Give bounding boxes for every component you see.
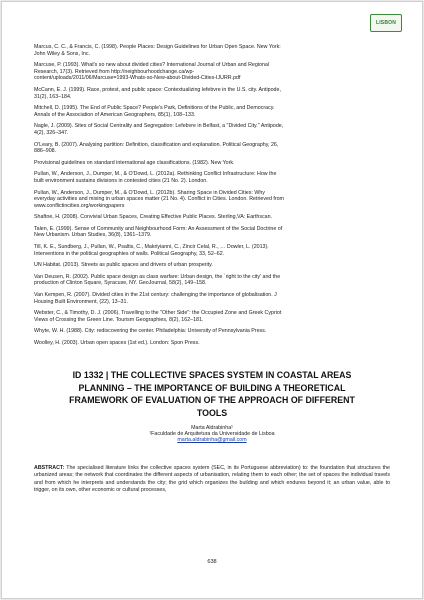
reference-list (34, 44, 390, 352)
reference-entry: Till, K. E., Sundberg, J., Pullan, W., Psaltis, C., Makriyianni, C., Zincir Celal, R., … Dowler, L. (2013). Interventions in the political geographies of walls. Political Geography, 33, 52–62. (34, 244, 269, 257)
reference-entry: Talen, E. (1999). Sense of Community and Neighbourhood Form: An Assessment of the Social Doctrine of New Urbanism. Urban Studies, 36(8), 1361–1379. (34, 225, 283, 239)
reference-entry: Marcuse, P. (1993). What's so new about divided cities? International Journal of Urban and Regional Research, 17(3). Retrieved from http://neighbourhoodchange.ca/wp- content/uploads/2011/06/Marcuse=1993-Whats-so-New-about-Divided-Cities-IJURR.pdf (34, 62, 269, 82)
reference-entry: Van Deusen, R. (2002). Public space design as class warfare: Urban design, the `right to the city' and the production of Clinton Square, Syracuse, NY. GeoJournal, 58(2), 149–158. (34, 273, 281, 287)
logo-text: LISBON (375, 20, 397, 26)
reference-entry: Webster, C., & Timothy, D. J. (2006). Travelling to the "Other Side": the Occupied Zone and Greek Cypriot Views of Crossing the Green Line. Tourism Geographies, 8(2), 162–181. (34, 310, 282, 323)
abstract-text: The specialised literature links the collective spaces system (SEC, in its Portuguese abbreviation) to: the foundation that structures the urbanized areas; the network that coordinates the different aspects of urbanisation, relating them to each other; the set of spaces the individual travels and from which he interprets and understands the city; the grid which organizes the building and which endures beyond it; an urban value, able to trigger, on its own, other economic or cultural processes, (34, 465, 390, 494)
paper-title: ID 1332 | THE COLLECTIVE SPACES SYSTEM IN COASTAL AREAS PLANNING – THE IMPORTANCE OF BUILDING A THEORETICAL FRAMEWORK OF EVALUATION OF THE APPROACH OF DIFFERENT TOOLS (69, 370, 355, 418)
author-name: Marta Aldrabinha¹ (191, 425, 233, 431)
reference-entry: Pullan, W., Anderson, J., Dumper, M., & O'Dowd, L. (2012a). Rethinking Conflict Infrastructure: How the built environment sustains divisions in contested cities (21 No. 2). London. (34, 171, 277, 184)
reference-entry: Nagle, J. (2009). Sites of Social Centrality and Segregation: Lefebvre in Belfast, a "Divided City." Antipode, 4(2), 326–347. (34, 123, 284, 136)
author-email-link[interactable]: marta.aldrabinha@gmail.com (177, 437, 247, 443)
reference-entry: Shaftoe, H. (2008). Convivial Urban Spaces, Creating Effective Public Places. Sterling,VA: Earthscan. (34, 214, 272, 221)
reference-entry: Marcus, C. C., & Francis, C. (1998). People Places: Design Guidelines for Urban Open Space. New York: John Wiley & Sons, Inc. (34, 44, 281, 57)
reference-entry: O'Leary, B. (2007). Analysing partition: Definition, classification and explanation. Political Geography, 26, 886–908. (34, 141, 279, 155)
reference-entry: Mitchell, D. (1995). The End of Public Space? People's Park, Definitions of the Public, and Democracy. Annals of the Association of American Geographers, 85(1), 108–133. (34, 105, 275, 118)
reference-entry: Van Kempen, R. (2007). Divided cities in the 21st century: challenging the importance of globalisation. J Housing Built Environment, (22), 13–31. (34, 292, 277, 305)
page-number: 638 (207, 559, 217, 565)
reference-entry: McCann, E. J. (1999). Race, protest, and public space: Contextualizing lefebvre in the U.S. city. Antipode, 31(2), 163–184. (34, 86, 281, 100)
reference-entry: Pullan, W., Anderson, J., Dumper, M., & O'Dowd, L. (2012b). Sharing Space in Divided Cities: Why everyday activities and mixing in urban spaces matter (21 No. 4). Conflict in Cities. London. Retrieved from www.conflictincities.org/workingpapers (34, 189, 284, 209)
reference-entry: Whyte, W. H. (1988). City: rediscovering the center. Philadelphia: University of Pennsylvania Press. (34, 328, 267, 335)
reference-entry: UN Habitat. (2013). Streets as public spaces and drivers of urban prosperity. (34, 262, 213, 269)
reference-entry: Woolley, H. (2003). Urban open spaces (1st ed.). London: Spon Press. (34, 340, 200, 346)
author-affiliation: ¹Faculdade de Arquitetura da Universidade de Lisboa (149, 431, 275, 437)
reference-entry: Provisional guidelines on standard international age classifications. (1982). New York. (34, 159, 235, 166)
abstract-paragraph (34, 465, 390, 495)
abstract-label: ABSTRACT: (34, 465, 65, 471)
document-page (1, 1, 423, 599)
conference-logo (370, 14, 402, 32)
